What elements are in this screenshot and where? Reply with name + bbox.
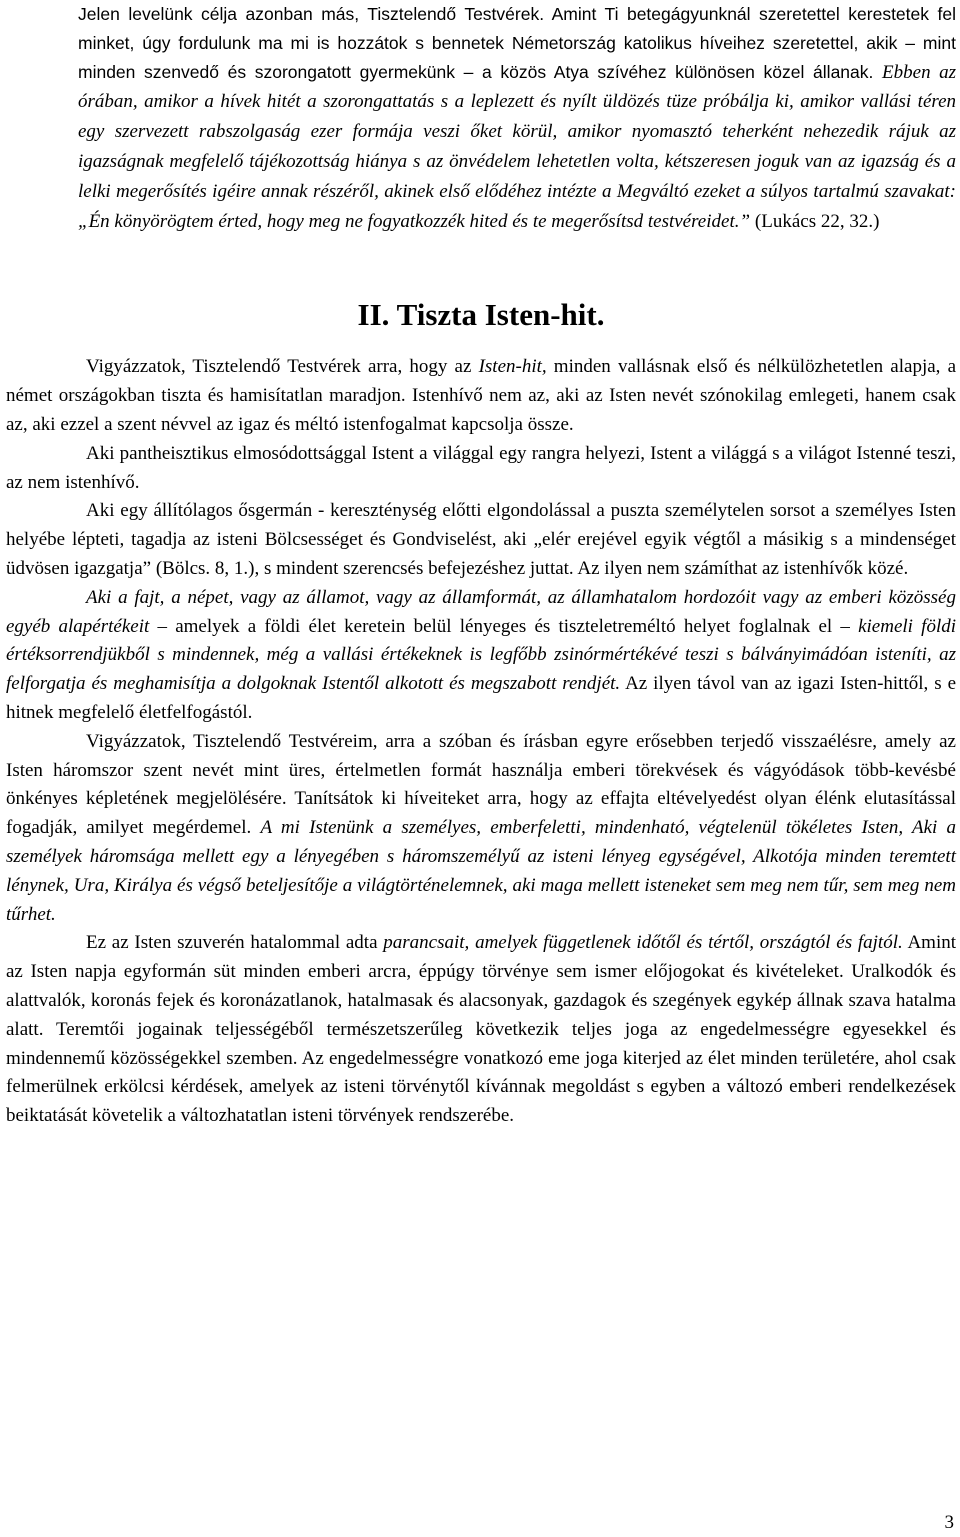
paragraph-idolatry <box>6 584 956 728</box>
paragraph-isten-hit-c: minden vallásnak első és nélkülözhetetlen alapja, a német országokban tiszta és hamisítatlan maradjon. Istenhívő nem az, aki az Isten nevét szónokilag emlegeti, hanem csak az, aki ezzel a szent névvel az igaz és méltó istenfogalmat kapcsolja össze. <box>6 356 957 435</box>
paragraph-commandments-b: parancsait, amelyek függetlenek időtől és tértől, országtól és fajtól. <box>383 932 903 954</box>
document-page <box>6 0 956 1131</box>
paragraph-isten-hit-b: Isten-hit, <box>478 356 547 378</box>
paragraph-idolatry-b: – amelyek a földi élet keretein belül lényeges és tiszteletreméltó helyet foglalnak el – <box>157 615 850 637</box>
paragraph-intro-lead: Jelen levelünk célja azonban más, Tisztelendő Testvérek. Amint Ti betegágyunknál szeretettel kerestetek fel minket, úgy fordulunk ma mi is hozzátok s bennetek Németország katolikus híveihez szeretettel, akik – mint minden szenvedő és szorongatott gyermekünk – a közös Atya szívéhez különösen közel állanak. <box>78 4 956 82</box>
paragraph-intro-reference: (Lukács 22, 32.) <box>754 210 880 232</box>
paragraph-commandments-c: Amint az Isten napja egyformán süt minden emberi arcra, éppúgy törvénye sem ismer előjogokat és kivételeket. Uralkodók és alattvalók, koronás fejek és koronázatlanok, hatalmasak és alacsonyak, gazdagok és szegények egykép állnak szava hatalma alatt. Teremtői jogainak teljességéből természetszerűleg következik teljes joga az engedelmességre egyesekkel és mindennemű közösségekkel szemben. Az engedelmességre vonatkozó eme joga kiterjed az élet minden területére, ahol csak felmerülnek erkölcsi kérdések, amelyek az isteni törvénytől kívánnak megoldást s egyben a változó emberi rendelkezések beiktatását követelik a változhatatlan isteni törvények rendszerébe. <box>6 932 957 1127</box>
paragraph-misuse-b: A mi Istenünk a személyes, emberfeletti, mindenható, végtelenül tökéletes Isten, Aki a személyek háromsága mellett egy a lényegében s háromszemélyű az isteni lényeg egységével, Alkotója minden teremtett lénynek, Ura, Királya és végső beteljesítője a világtörténelemnek, aki maga mellett isteneket sem meg nem tűr, sem meg nem tűrhet. <box>6 817 957 925</box>
paragraph-misuse-a: Vigyázzatok, Tisztelendő Testvéreim, arra a szóban és írásban egyre erősebben terjedő visszaélésre, amely az Isten háromszor szent nevét mint üres, értelmetlen formát használja emberi törekvések és vágyódások több-kevésbé önkényes képletének megjelölésére. Tanítsátok ki híveiteket arra, hogy az effajta eltévelyedést olyan élénk elutasítással fogadják, amilyet megérdemel. <box>6 730 956 839</box>
paragraph-fate: Aki egy állítólagos ősgermán - kereszténység előtti elgondolással a puszta személytelen sorsot a személyes Isten helyébe lépteti, tagadja az isteni Bölcsességet és Gondviselést, aki „elér erejével egyik végtől a másikig s a mindenséget üdvösen igazgatja” (Bölcs. 8, 1.), s mindent szerencsés befejezéshez juttat. Az ilyen nem számíthat az istenhívők közé. <box>6 500 956 579</box>
paragraph-isten-hit-a: Vigyázzatok, Tisztelendő Testvérek arra, hogy az <box>86 356 472 378</box>
paragraph-isten-hit <box>6 353 956 439</box>
paragraph-idolatry-d: Az ilyen távol van az igazi Isten-hittől, s e hitnek megfelelő életfelfogástól. <box>6 673 957 723</box>
paragraph-idolatry-c: kiemeli földi értéksorrendjükből s mindennek, még a vallási értékeknek is legfőbb zsinórmértékévé teszi s bálványimádóan isteníti, az felforgatja és meghamisítja a dolgoknak Istentől alkotott és megszabott rendjét. <box>6 615 957 695</box>
paragraph-commandments-a: Ez az Isten szuverén hatalommal adta <box>86 932 378 954</box>
paragraph-misuse <box>6 728 956 930</box>
paragraph-intro-quote: Ebben az órában, amikor a hívek hitét a szorongattatás s a leplezett és nyílt üldözés tüze próbálja ki, amikor vallási téren egy szervezett rabszolgaság ezer formája veszi őket körül, amikor nyomasztó teherként nehezedik rájuk az igazságnak megfelelő tájékozottság hiánya s az önvédelem lehetetlen volta, kétszeresen joguk van az igazság és a lelki megerősítés igéire annak részéről, akinek első elődéhez intézte a Megváltó ezeket a súlyos tartalmú szavakat: „Én könyörögtem érted, hogy meg ne fogyatkozzék hited és te megerősítsd testvéreidet.” <box>78 61 956 232</box>
paragraph-pantheism: Aki pantheisztikus elmosódottsággal Istent a világgal egy rangra helyezi, Istent a világgá s a világot Istenné teszi, az nem istenhívő. <box>6 442 956 493</box>
paragraph-commandments <box>6 929 956 1131</box>
paragraph-intro <box>6 0 956 236</box>
page-number: 3 <box>944 1512 954 1533</box>
section-heading: II. Tiszta Isten-hit. <box>357 297 605 333</box>
paragraph-idolatry-a: Aki a fajt, a népet, vagy az államot, vagy az államformát, az államhatalom hordozóit vagy az emberi közösség egyéb alapértékeit <box>6 586 956 637</box>
